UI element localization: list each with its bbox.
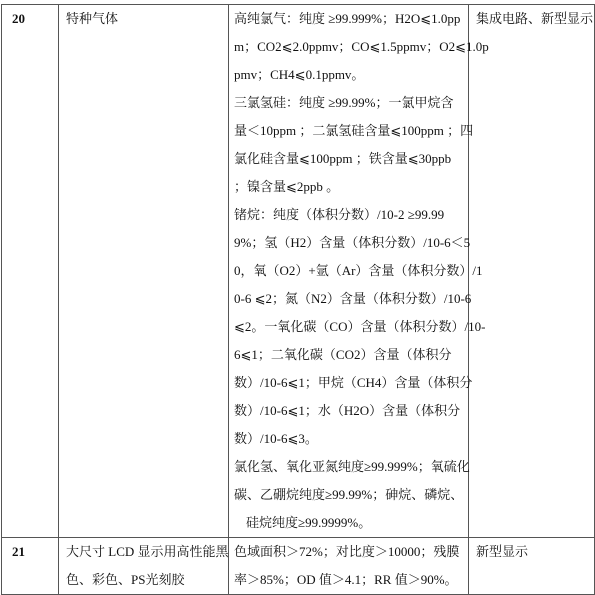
row-number-cell [2, 538, 59, 595]
spec-line: 率＞85%；OD 值＞4.1；RR 值＞90%。 [234, 572, 458, 587]
spec-line: 数）/10-6⩽1；甲烷（CH4）含量（体积分 [234, 375, 473, 390]
spec-line: 数）/10-6⩽1；水（H2O）含量（体积分 [234, 403, 461, 418]
application-cell [469, 538, 595, 595]
spec-line: ；镍含量⩽2ppb 。 [234, 179, 340, 194]
spec-line: pmv；CH4⩽0.1ppmv。 [234, 67, 365, 82]
table-row [2, 5, 595, 538]
item-name-cell [59, 538, 229, 595]
spec-line: 色域面积＞72%；对比度＞10000；残膜 [234, 544, 460, 559]
row-number-cell [2, 5, 59, 538]
spec-line: 氯化硅含量⩽100ppm ；铁含量⩽30ppb [234, 151, 452, 166]
spec-line: 高纯氯气：纯度 ≥99.999%；H2O⩽1.0pp [234, 11, 461, 26]
spec-cell [229, 5, 489, 538]
row-number: 20 [12, 11, 25, 26]
table-row [2, 538, 595, 595]
spec-line: 碳、乙硼烷纯度≥99.99%；砷烷、磷烷、 [234, 487, 464, 502]
item-name-cell [59, 5, 229, 538]
application-line: 集成电路、新型显示 [476, 11, 594, 26]
spec-line: 锗烷：纯度（体积分数）/10-2 ≥99.99 [234, 207, 445, 222]
spec-line: 0-6 ⩽2；氮（N2）含量（体积分数）/10-6 [234, 291, 472, 306]
spec-line: 数）/10-6⩽3。 [234, 431, 318, 446]
spec-line: 量＜10ppm ；二氯氢硅含量⩽100ppm ；四 [234, 123, 474, 138]
item-name-line: 色、彩色、PS光刻胶 [66, 572, 185, 587]
spec-line: 氯化氢、氧化亚氮纯度≥99.999%；氧硫化 [234, 459, 470, 474]
spec-line: 硅烷纯度≥99.9999%。 [246, 515, 372, 530]
application-cell [469, 5, 595, 538]
item-name-line: 大尺寸 LCD 显示用高性能黑 [66, 544, 229, 559]
spec-line: 6⩽1；二氧化碳（CO2）含量（体积分 [234, 347, 452, 362]
application-line: 新型显示 [476, 544, 529, 559]
row-number: 21 [12, 544, 25, 559]
spec-line: 9%；氢（H2）含量（体积分数）/10-6＜5 [234, 235, 471, 250]
materials-table [1, 4, 595, 595]
item-name-line: 特种气体 [66, 11, 119, 26]
spec-line: 0，氧（O2）+氩（Ar）含量（体积分数）/1 [234, 263, 483, 278]
spec-line: ⩽2。一氧化碳（CO）含量（体积分数）/10- [234, 319, 486, 334]
spec-line: m；CO2⩽2.0ppmv；CO⩽1.5ppmv；O2⩽1.0p [234, 39, 489, 54]
spec-line: 三氯氢硅：纯度 ≥99.99%；一氯甲烷含 [234, 95, 454, 110]
spec-cell [229, 538, 469, 595]
